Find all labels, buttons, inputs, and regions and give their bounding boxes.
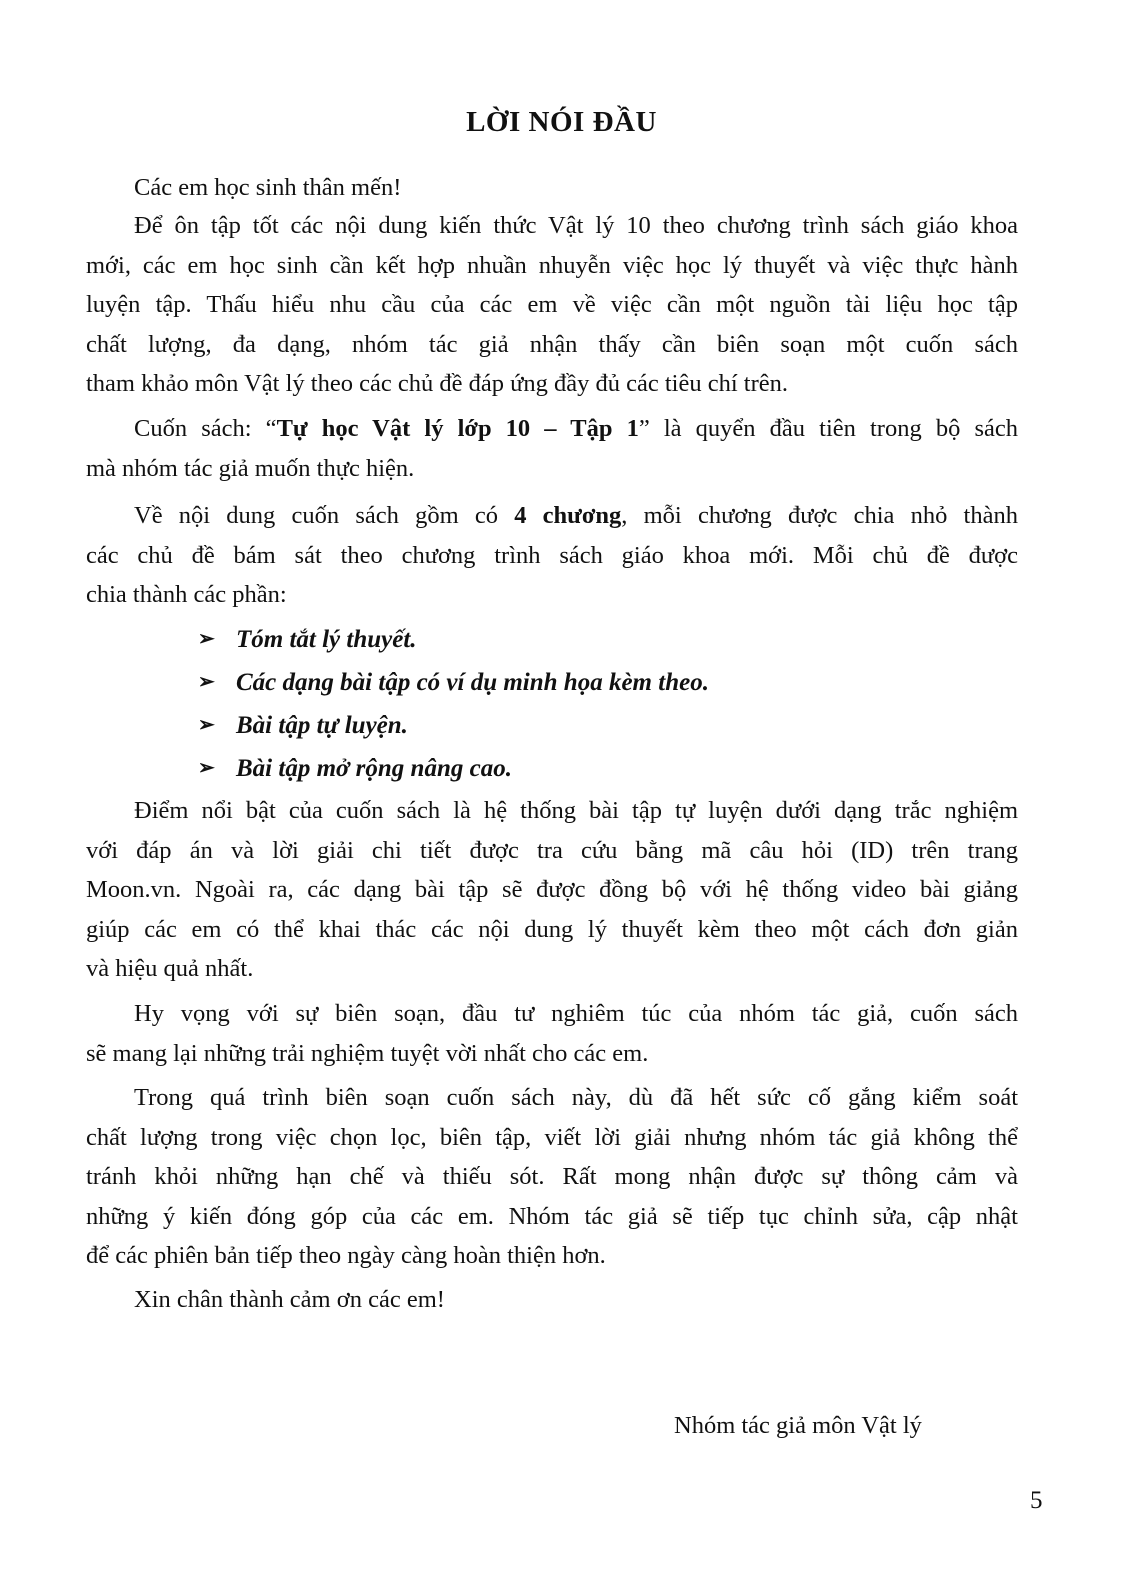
list-item-label: Bài tập tự luyện. [236,712,408,739]
paragraph-content-overview [86,496,1018,615]
greeting: Các em học sinh thân mến! [134,174,402,201]
text-prefix: Về nội dung cuốn sách gồm có [134,502,515,529]
paragraph-line: Moon.vn. Ngoài ra, các dạng bài tập sẽ được đồng bộ với hệ thống video bài giảng [86,876,1018,903]
paragraph-line: các chủ đề bám sát theo chương trình sách giáo khoa mới. Mỗi chủ đề được [86,541,1018,569]
paragraph-highlights [86,791,1018,989]
list-item [198,661,709,704]
list-item [198,704,709,747]
page-title: LỜI NÓI ĐẦU [466,106,657,138]
paragraph-line: giúp các em có thể khai thác các nội dung lý thuyết kèm theo một cách đơn giản [86,915,1018,943]
paragraph-line [86,496,1018,536]
list-item [198,618,709,661]
paragraph-line: sẽ mang lại những trải nghiệm tuyệt vời nhất cho các em. [86,1039,649,1067]
list-item-label: Tóm tắt lý thuyết. [236,626,417,653]
paragraph-feedback [86,1078,1018,1276]
closing-block [86,1280,1018,1320]
paragraph-line: Trong quá trình biên soạn cuốn sách này, dù đã hết sức cố gắng kiểm soát [134,1084,1018,1111]
text-suffix: ” là quyển đầu tiên trong bộ sách [638,415,1018,442]
section-bullet-list [198,618,709,790]
arrowhead-bullet-icon: ➢ [198,714,215,736]
paragraph-line: những ý kiến đóng góp của các em. Nhóm tác giả sẽ tiếp tục chỉnh sửa, cập nhật [86,1202,1018,1230]
paragraph-hope [86,994,1018,1073]
book-title: Tự học Vật lý lớp 10 – Tập 1 [276,415,639,442]
text-prefix: Cuốn sách: “ [134,415,277,442]
text-suffix: , mỗi chương được chia nhỏ thành [621,502,1018,529]
arrowhead-bullet-icon: ➢ [198,757,215,779]
paragraph-line: và hiệu quả nhất. [86,955,254,982]
paragraph-book-title [86,409,1018,488]
closing-line: Xin chân thành cảm ơn các em! [134,1286,445,1313]
signature: Nhóm tác giả môn Vật lý [674,1412,922,1439]
paragraph-line: mà nhóm tác giả muốn thực hiện. [86,454,415,482]
paragraph-line [86,409,1018,449]
paragraph-line: luyện tập. Thấu hiểu nhu cầu của các em về việc cần một nguồn tài liệu học tập [86,291,1018,318]
paragraph-line: chất lượng trong việc chọn lọc, biên tập, viết lời giải nhưng nhóm tác giả không thể [86,1123,1018,1151]
paragraph-line: tránh khỏi những hạn chế và thiếu sót. Rất mong nhận được sự thông cảm và [86,1163,1018,1190]
greeting-block [86,168,1018,208]
paragraph-line: mới, các em học sinh cần kết hợp nhuần nhuyễn việc học lý thuyết và việc thực hành [86,251,1018,279]
paragraph-line: tham khảo môn Vật lý theo các chủ đề đáp ứng đầy đủ các tiêu chí trên. [86,370,788,397]
chapter-count: 4 chương [514,502,622,529]
arrowhead-bullet-icon: ➢ [198,628,215,650]
paragraph-line: Để ôn tập tốt các nội dung kiến thức Vật lý 10 theo chương trình sách giáo khoa [134,212,1018,239]
page-number: 5 [1030,1487,1043,1514]
paragraph-line: Điểm nổi bật của cuốn sách là hệ thống bài tập tự luyện dưới dạng trắc nghiệm [134,797,1018,824]
paragraph-intro [86,206,1018,404]
paragraph-line: chất lượng, đa dạng, nhóm tác giả nhận thấy cần biên soạn một cuốn sách [86,330,1018,358]
paragraph-line: Hy vọng với sự biên soạn, đầu tư nghiêm túc của nhóm tác giả, cuốn sách [134,1000,1018,1027]
list-item [198,747,709,790]
paragraph-line: chia thành các phần: [86,581,287,608]
paragraph-line: để các phiên bản tiếp theo ngày càng hoàn thiện hơn. [86,1242,606,1269]
arrowhead-bullet-icon: ➢ [198,671,215,693]
list-item-label: Các dạng bài tập có ví dụ minh họa kèm theo. [236,669,709,696]
list-item-label: Bài tập mở rộng nâng cao. [236,755,512,782]
paragraph-line: với đáp án và lời giải chi tiết được tra cứu bằng mã câu hỏi (ID) trên trang [86,836,1018,864]
